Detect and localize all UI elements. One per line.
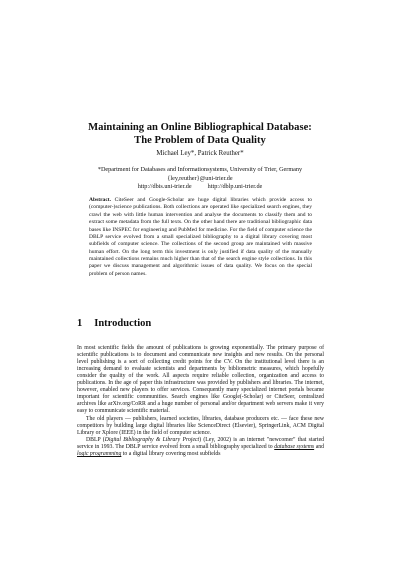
term-logic-programming: logic programming [77, 451, 122, 458]
affiliation: *Department for Databases and Informationsystems, University of Trier, Germany [97, 166, 303, 173]
abstract [89, 197, 312, 278]
section-number: 1 [77, 318, 83, 329]
urls [0, 183, 400, 192]
paper-title [0, 121, 400, 147]
paragraph-3-text-b: to a digital library covering most subfields [122, 451, 221, 458]
title-line-2: The Problem of Data Quality [134, 135, 266, 146]
dblp-expansion: Digital Bibliography & Library Project [104, 437, 200, 444]
paragraph-3: DBLP (Digital Bibliography & Library Project) (Ley, 2002) is an internet "newcomer" that started service in 1993. The DBLP service evolved from a small bibliography specialized to database systems and logic programming to a digital library covering most subfields [77, 437, 325, 458]
paragraph-3-text-a: (Ley, 2002) is an internet "newcomer" that started service in 1993. The DBLP service evolved from a small bibliography specialized to [77, 437, 324, 451]
term-database-systems: database systems [274, 444, 315, 451]
authors: Michael Ley*, Patrick Reuther* [156, 150, 244, 157]
url-dbis: http://dbis.uni-trier.de [137, 183, 192, 191]
dblp-name: DBLP [86, 437, 101, 444]
section-title: Introduction [94, 318, 152, 329]
section-heading [77, 318, 151, 329]
paragraph-1: In most scientific fields the amount of publications is growing exponentially. The primary purpose of scientific publications is to document and communicate new insights and new results. On the personal level publishing is a sort of collecting credit points for the CV. On the institutional level there is an increasing demand to evaluate scientists and departments by bibliometric measures, which hopefully consider the quality of the work. All aspects require reliable collection, organization and access to publications. In the age of paper this infrastructure was provided by publishers and libraries. The internet, however, enabled new players to offer services. Consequently many specialized internet portals became important for scientific communities. Search engines like Google(-Scholar) or CiteSeer, centralized archives like arXiv.org/CoRR and a huge number of personal and/or department web servers make it very easy to communicate scientific material. [77, 345, 324, 415]
abstract-text: CiteSeer and Google-Scholar are huge digital libraries which provide access to (computer-)science publications. Both collections are operated like specialized search engines, they crawl the web with little human intervention and analyse the documents to classify them and to extract some metadata from the full texts. On the other hand there are traditional bibliographic data bases like INSPEC for engineering and PubMed for medicine. For the field of computer science the DBLP service evolved from a small specialized bibliography to a digital library covering most subfields of computer science. The collections of the second group are maintained with massive human effort. On the long term this investment is only justified if data quality of the manually maintained collections remains much higher than that of the search engine style collections. In this paper we discuss management and algorithmic issues of data quality. We focus on the special problem of person names. [89, 197, 312, 277]
url-dblp: http://dblp.uni-trier.de [207, 183, 263, 191]
email: {ley,reuther}@uni-trier.de [167, 174, 233, 182]
word-and: and [315, 444, 325, 451]
affiliation-block [0, 166, 400, 192]
abstract-label: Abstract. [89, 197, 112, 203]
section-body [77, 345, 324, 458]
title-line-1: Maintaining an Online Bibliographical Database: [88, 122, 312, 133]
paragraph-2: The old players — publishers, learned societies, libraries, database producers etc. — face these new competitors by building large digital libraries like ScienceDirect (Elsevier), SpringerLink, ACM Digital Library or Xplore (IEEE) in the field of computer science. [77, 416, 324, 437]
